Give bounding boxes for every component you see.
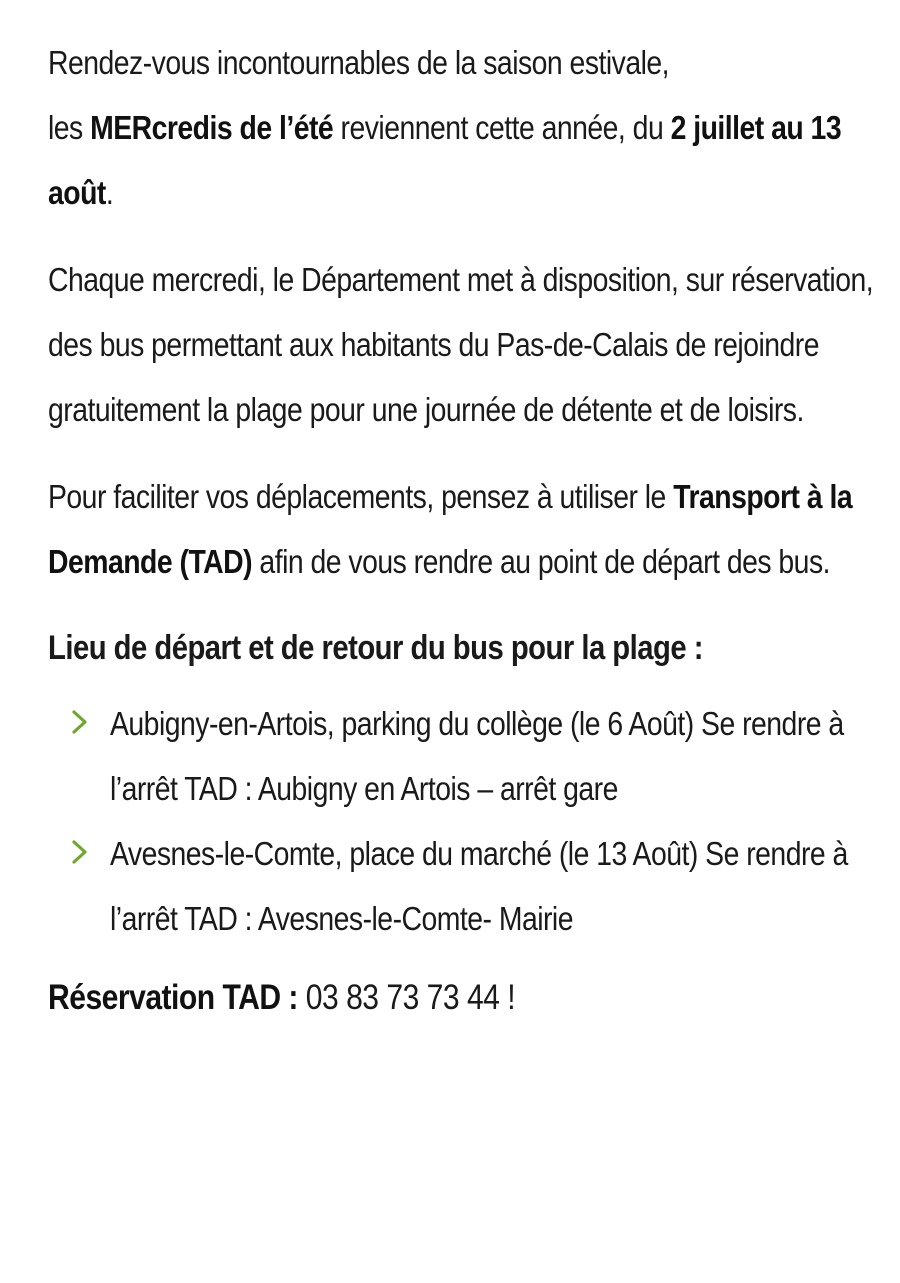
departures-list xyxy=(48,691,878,951)
reservation-label: Réservation TAD : xyxy=(48,978,298,1017)
transport-paragraph xyxy=(48,464,899,594)
list-item xyxy=(48,691,878,821)
transport-pre: Pour faciliter vos déplacements, pensez à utiliser le xyxy=(48,478,674,515)
transport-service: Transport à la Demande (TAD) xyxy=(48,478,853,580)
reservation-phone[interactable]: 03 83 73 73 44 ! xyxy=(297,978,516,1017)
departure-instruction: Se rendre à l’arrêt TAD : Avesnes-le-Comte- Mairie xyxy=(110,835,848,937)
event-name: MERcredis de l’été xyxy=(90,109,334,146)
transport-post: afin de vous rendre au point de départ des bus. xyxy=(252,543,830,580)
reservation-line xyxy=(48,965,899,1030)
intro-line1: Rendez-vous incontournables de la saison estivale, xyxy=(48,44,670,81)
intro-pre: les xyxy=(48,109,91,146)
departure-place: Avesnes-le-Comte, place du marché (le 13 Août) xyxy=(110,835,706,872)
intro-mid: reviennent cette année, du xyxy=(333,109,671,146)
article-content xyxy=(48,30,878,1030)
event-dates: 2 juillet au 13 août xyxy=(48,109,842,211)
chevron-right-icon xyxy=(70,709,90,735)
list-item xyxy=(48,821,878,951)
list-item-text xyxy=(110,821,884,951)
departure-instruction: Se rendre à l’arrêt TAD : Aubigny en Artois – arrêt gare xyxy=(110,705,844,807)
departure-place: Aubigny-en-Artois, parking du collège (le 6 Août) xyxy=(110,705,702,742)
chevron-right-icon xyxy=(70,839,90,865)
intro-paragraph xyxy=(48,30,899,225)
intro-end: . xyxy=(105,174,114,211)
list-item-text xyxy=(110,691,884,821)
departures-heading: Lieu de départ et de retour du bus pour la plage : xyxy=(48,629,703,667)
description-paragraph: Chaque mercredi, le Département met à disposition, sur réservation, des bus permettant aux habitants du Pas-de-Calais de rejoindre gratuitement la plage pour une journée de détente et de loisirs. xyxy=(48,261,874,428)
